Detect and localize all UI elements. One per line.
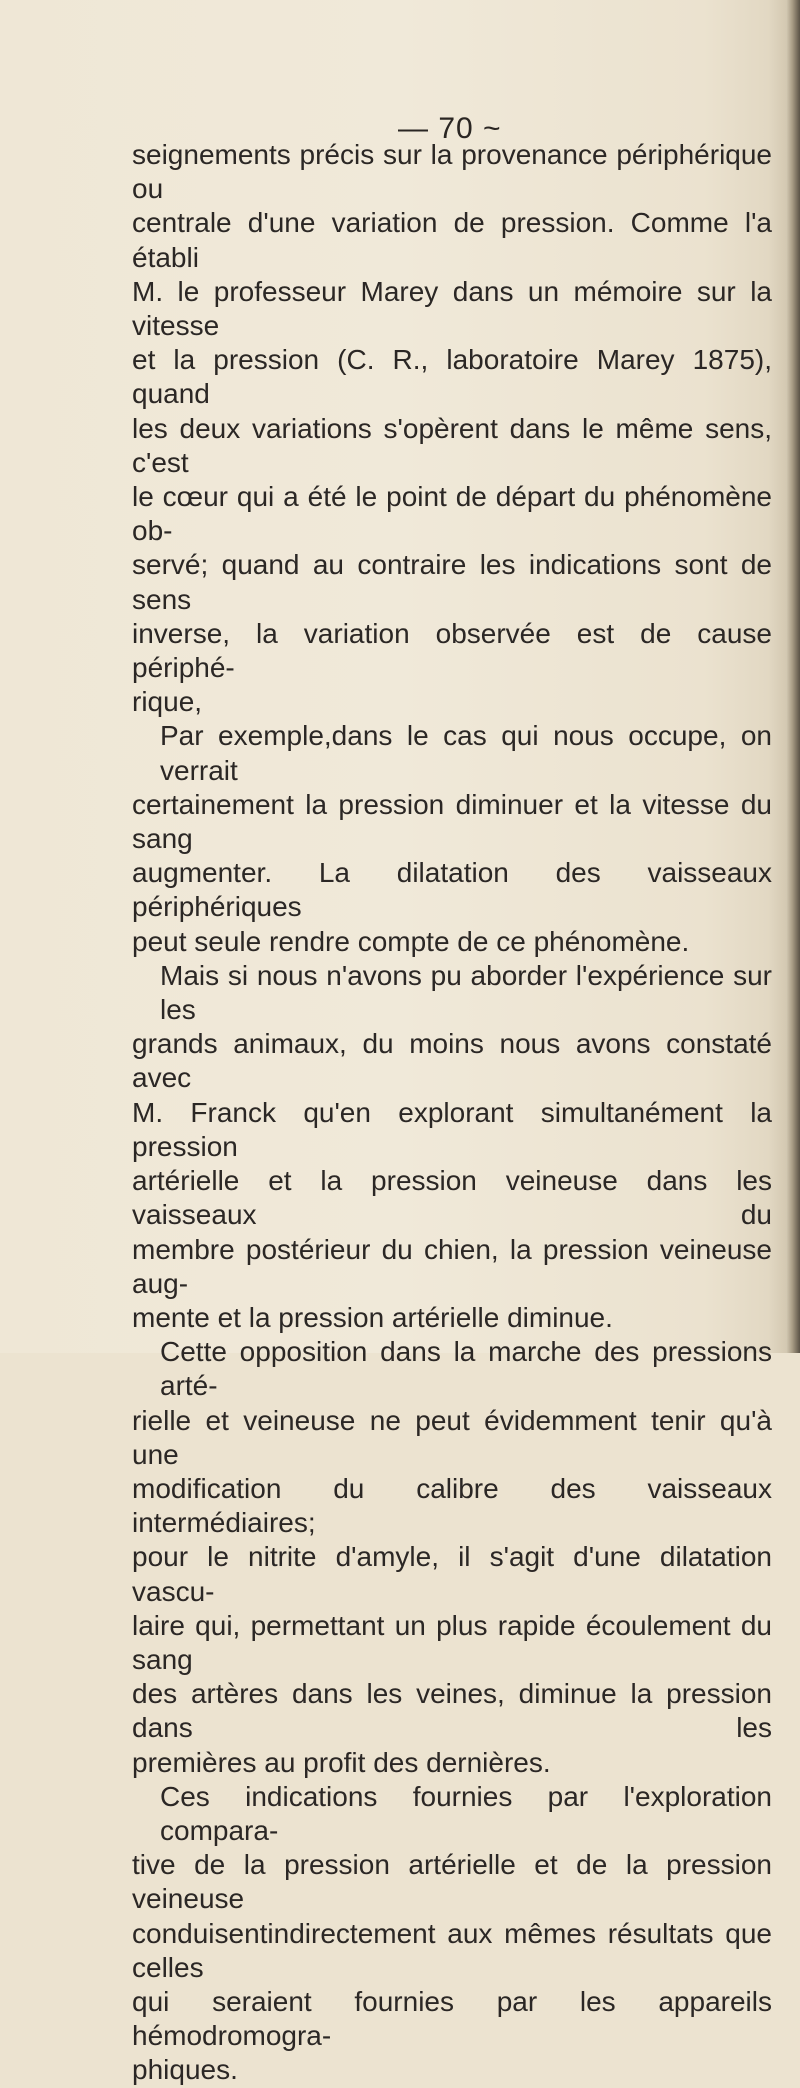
text-line: certainement la pression diminuer et la vitesse du sang — [132, 788, 772, 855]
text-line: les deux variations s'opèrent dans le même sens, c'est — [132, 412, 772, 478]
text-line: peut seule rendre compte de ce phénomène. — [132, 925, 690, 957]
text-line: rique, — [132, 686, 203, 718]
text-line: seignements précis sur la provenance périphérique ou — [132, 139, 772, 205]
text-line: M. le professeur Marey dans un mémoire sur la vitesse — [132, 275, 772, 342]
text-line: Ces indications fournies par l'exploration compara- — [160, 1780, 772, 1846]
text-line: centrale d'une variation de pression. Comme l'a établi — [132, 207, 772, 273]
text-line: Mais si nous n'avons pu aborder l'expérience sur les — [160, 959, 772, 1026]
text-line: inverse, la variation observée est de cause périphé- — [132, 617, 772, 684]
text-line: augmenter. La dilatation des vaisseaux périphériques — [132, 857, 772, 923]
text-line: rielle et veineuse ne peut évidemment tenir qu'à une — [132, 1404, 772, 1470]
text-line: modification du calibre des vaisseaux intermédiaires; — [132, 1472, 772, 1539]
body-text — [132, 138, 772, 2088]
text-line: servé; quand au contraire les indications sont de sens — [132, 549, 772, 615]
text-line: tive de la pression artérielle et de la pression veineuse — [132, 1849, 772, 1915]
page-edge — [786, 0, 800, 1353]
text-line: Par exemple,dans le cas qui nous occupe, on verrait — [160, 720, 772, 786]
text-line: Cette opposition dans la marche des pressions arté- — [160, 1336, 772, 1402]
text-line: phiques. — [132, 2054, 238, 2086]
text-line: pour le nitrite d'amyle, il s'agit d'une dilatation vascu- — [132, 1541, 772, 1607]
text-line: conduisentindirectement aux mêmes résultats que celles — [132, 1917, 772, 1983]
text-line: artérielle et la pression veineuse dans les vaisseaux du — [132, 1165, 772, 1231]
text-line: membre postérieur du chien, la pression veineuse aug- — [132, 1233, 772, 1299]
text-line: mente et la pression artérielle diminue. — [132, 1301, 613, 1333]
text-line: premières au profit des dernières. — [132, 1746, 551, 1778]
text-line: grands animaux, du moins nous avons constaté avec — [132, 1028, 772, 1094]
text-line: M. Franck qu'en explorant simultanément la pression — [132, 1096, 772, 1162]
text-line: le cœur qui a été le point de départ du phénomène ob- — [132, 481, 772, 547]
page-number: — 70 ~ — [398, 112, 502, 145]
text-line: et la pression (C. R., laboratoire Marey 1875), quand — [132, 344, 772, 410]
text-line: des artères dans les veines, diminue la pression dans les — [132, 1678, 772, 1744]
text-line: qui seraient fournies par les appareils hémodromogra- — [132, 1985, 772, 2052]
text-line: laire qui, permettant un plus rapide écoulement du sang — [132, 1609, 772, 1675]
